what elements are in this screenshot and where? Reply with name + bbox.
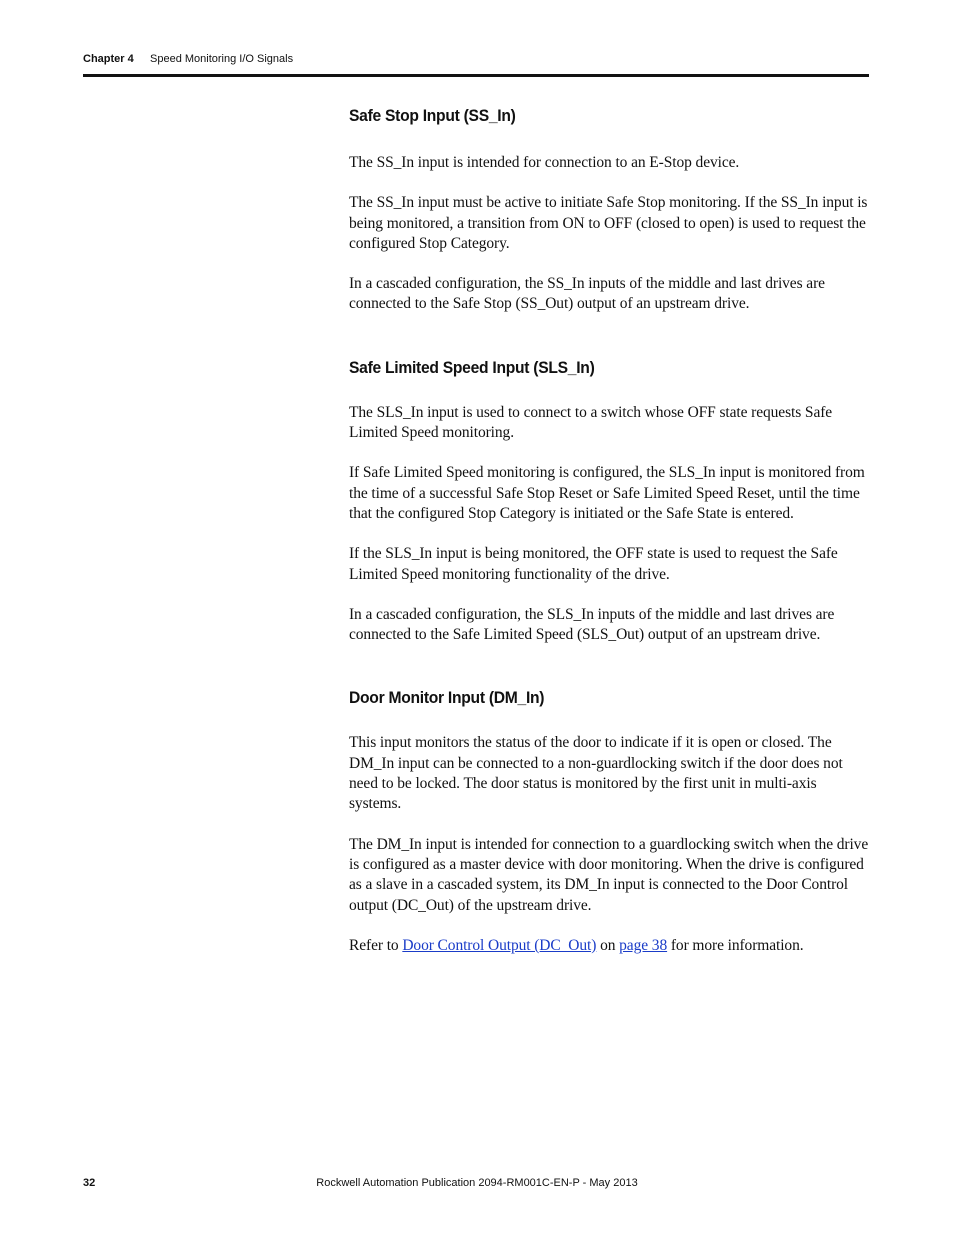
- paragraph: If the SLS_In input is being monitored, the OFF state is used to request the Safe Limited Speed monitoring functionality of the drive.: [349, 545, 838, 583]
- refer-paragraph: [349, 936, 869, 956]
- main-content: [349, 106, 869, 956]
- paragraph: If Safe Limited Speed monitoring is configured, the SLS_In input is monitored from the time of a successful Safe Stop Reset or Safe Limited Speed Reset, until the time that the configured Stop Category is initiated or the Safe State is entered.: [349, 464, 865, 522]
- refer-suffix: for more information.: [667, 936, 804, 954]
- paragraph: In a cascaded configuration, the SLS_In inputs of the middle and last drives are connected to the Safe Limited Speed (SLS_Out) output of an upstream drive.: [349, 605, 835, 644]
- paragraph: The SLS_In input is used to connect to a switch whose OFF state requests Safe Limited Speed monitoring.: [349, 403, 833, 442]
- header-rule: [83, 74, 869, 77]
- publication-footer: Rockwell Automation Publication 2094-RM001C-EN-P - May 2013: [316, 1177, 638, 1189]
- running-header: [83, 53, 868, 69]
- section-heading-ss-in: Safe Stop Input (SS_In): [349, 106, 516, 125]
- paragraph: The DM_In input is intended for connection to a guardlocking switch when the drive is configured as a master device with door monitoring. When the drive is configured as a slave in a cascaded system, its DM_In input is connected to the Door Control output (DC_Out) of the upstream drive.: [349, 835, 869, 914]
- page-38-link[interactable]: page 38: [619, 936, 668, 954]
- refer-middle: on: [596, 936, 620, 954]
- page-number: 32: [83, 1177, 96, 1189]
- paragraph: The SS_In input is intended for connection to an E-Stop device.: [349, 154, 740, 171]
- section-heading-dm-in: Door Monitor Input (DM_In): [349, 688, 545, 708]
- paragraph: In a cascaded configuration, the SS_In inputs of the middle and last drives are connected to the Safe Stop (SS_Out) output of an upstream drive.: [349, 275, 825, 313]
- refer-prefix: Refer to: [349, 936, 403, 954]
- paragraph: This input monitors the status of the door to indicate if it is open or closed. The DM_In input can be connected to a non-guardlocking switch if the door does not need to be locked. The door status is monitored by the first unit in multi-axis systems.: [349, 734, 843, 813]
- chapter-number: Chapter 4: [83, 53, 134, 65]
- door-control-output-link[interactable]: Door Control Output (DC_Out): [402, 936, 597, 954]
- section-heading-sls-in: Safe Limited Speed Input (SLS_In): [349, 357, 595, 377]
- paragraph: The SS_In input must be active to initiate Safe Stop monitoring. If the SS_In input is being monitored, a transition from ON to OFF (closed to open) is used to request the configured Stop Category.: [349, 194, 868, 252]
- chapter-title: Speed Monitoring I/O Signals: [150, 53, 294, 65]
